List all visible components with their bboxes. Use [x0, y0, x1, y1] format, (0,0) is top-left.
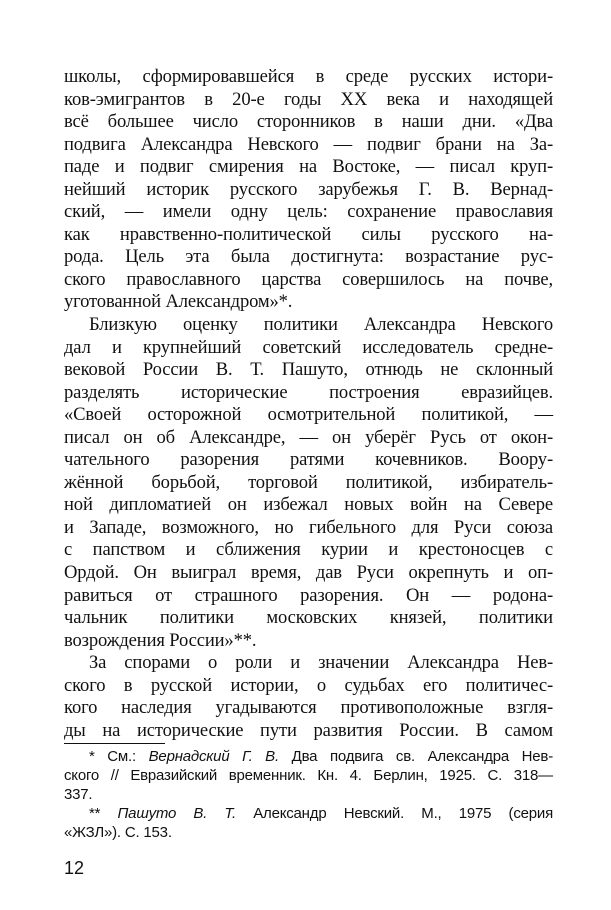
footnote-author: Пашуто В. Т.: [117, 805, 236, 822]
text-line: ский, — имели одну цель: сохранение православия: [64, 201, 553, 223]
footnote-line: «ЖЗЛ»). С. 153.: [64, 824, 172, 841]
text-line: возрождения России»**.: [64, 629, 257, 651]
paragraph-1: [64, 66, 553, 314]
text-line: подвига Александра Невского — подвиг брани на За-: [64, 133, 553, 155]
footnote-line: [64, 747, 553, 766]
footnote-mark: * См.:: [89, 748, 149, 765]
footnote-1: [64, 747, 553, 804]
text-line: ского православного царства совершилось на почве,: [64, 268, 553, 290]
text-line: вековой России В. Т. Пашуто, отнюдь не склонный: [64, 359, 553, 381]
footnote-2: [64, 804, 553, 842]
text-line: «Своей осторожной осмотрительной политикой, —: [64, 404, 553, 426]
footnote-line: ского // Евразийский временник. Кн. 4. Берлин, 1925. С. 318—: [64, 767, 553, 784]
footnote-line: [64, 804, 553, 823]
text-line: чальник политики московских князей, политики: [64, 607, 553, 629]
text-line: писал он об Александре, — он уберёг Русь от окон-: [64, 426, 553, 448]
text-line: ков-эмигрантов в 20-е годы XX века и находящей: [64, 88, 553, 110]
page-content: [64, 66, 553, 742]
footnote-text: Александр Невский. М., 1975 (серия: [235, 805, 554, 822]
text-line: ды на исторические пути развития России. В самом: [64, 719, 553, 741]
text-line: как нравственно-политической силы русского на-: [64, 223, 553, 245]
text-line: нейший историк русского зарубежья Г. В. Вернад-: [64, 178, 553, 200]
text-line: ной дипломатией он избежал новых войн на Севере: [64, 494, 553, 516]
main-text: [64, 66, 553, 742]
text-line: Ордой. Он выиграл время, дав Руси окрепнуть и оп-: [64, 562, 553, 584]
footnote-text: Два подвига св. Александра Нев-: [278, 748, 553, 765]
footnote-line: 337.: [64, 786, 93, 803]
text-line: разделять исторические построения евразийцев.: [64, 381, 553, 403]
page-number: 12: [64, 858, 85, 878]
text-line: с папством и сближения курии и крестоносцев с: [64, 539, 553, 561]
paragraph-2: [64, 314, 553, 652]
footnote-separator: [64, 743, 165, 744]
text-line: дал и крупнейший советский исследователь средне-: [64, 336, 553, 358]
text-line: рода. Цель эта была достигнута: возрастание рус-: [64, 246, 553, 268]
text-line: уготованной Александром»*.: [64, 291, 293, 313]
footnotes: [64, 747, 553, 842]
text-line: За спорами о роли и значении Александра Нев-: [89, 652, 553, 674]
text-line: равиться от страшного разорения. Он — родона-: [64, 584, 553, 606]
text-line: школы, сформировавшейся в среде русских истори-: [64, 66, 553, 87]
text-line: Близкую оценку политики Александра Невского: [89, 314, 553, 336]
footnote-author: Вернадский Г. В.: [148, 748, 279, 765]
text-line: и Западе, возможного, но гибельного для Руси союза: [64, 516, 553, 538]
text-line: ского в русской истории, о судьбах его политичес-: [64, 674, 553, 696]
text-line: чательного разорения ратями кочевников. Воору-: [64, 449, 553, 471]
text-line: всё большее число сторонников в наши дни. «Два: [64, 111, 553, 133]
footnote-mark: **: [89, 805, 118, 822]
text-line: кого наследия угадываются противоположные взгля-: [64, 697, 553, 719]
paragraph-3: [64, 652, 553, 742]
text-line: жённой борьбой, торговой политикой, избиратель-: [64, 471, 553, 493]
text-line: паде и подвиг смирения на Востоке, — писал круп-: [64, 156, 553, 178]
